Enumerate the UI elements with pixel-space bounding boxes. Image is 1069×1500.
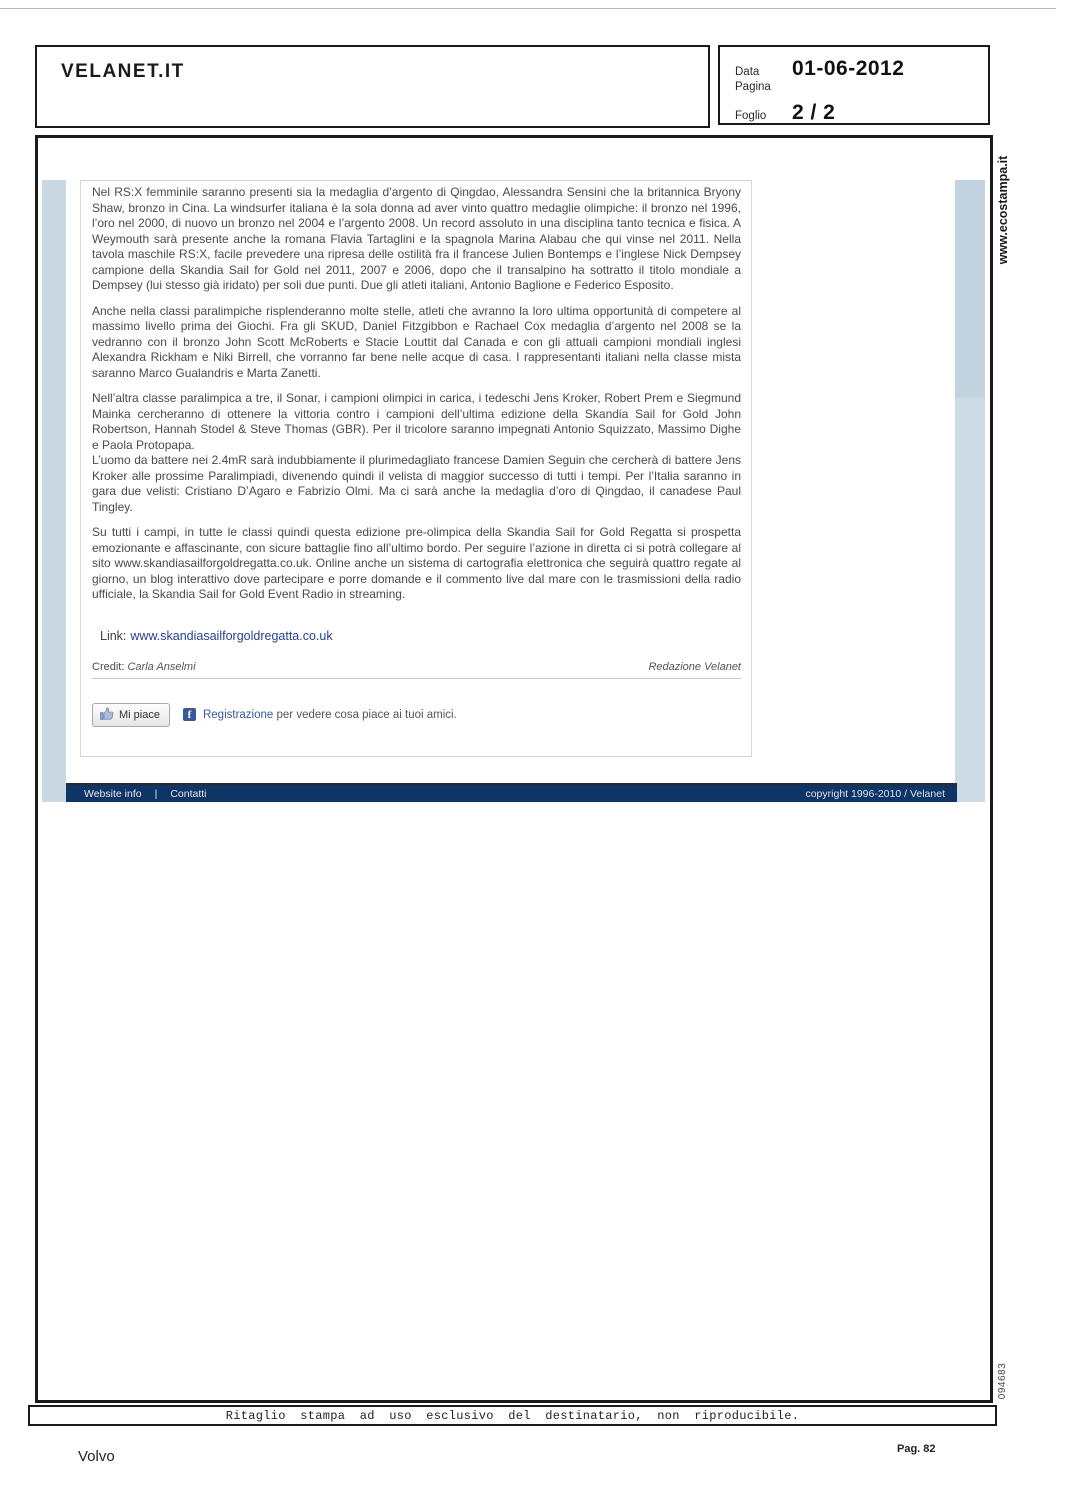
foglio-value: 2 / 2 (792, 101, 836, 124)
article-paragraph: Nell’altra classe paralimpica a tre, il Sonar, i campioni olimpici in carica, i tedeschi Jens Kroker, Robert Prem e Siegmund Mainka cercheranno di ottenere la vittoria contro i campioni dell’ultima edizione della Skandia Sail for Gold John Robertson, Hannah Stodel & Steve Thomas (GBR). Per il tricolore saranno impegnati Antonio Squizzato, Massimo Dighe e Paola Protopapa. (92, 391, 741, 452)
facebook-like-button[interactable] (92, 703, 170, 727)
clip-number: 094683 (997, 1362, 1008, 1400)
webpage-right-margin (955, 180, 985, 802)
pagina-label: Pagina (735, 81, 771, 93)
article-body (80, 180, 752, 757)
data-value: 01-06-2012 (792, 57, 905, 80)
footer-links (66, 788, 207, 800)
link-label: Link: (100, 628, 127, 643)
ecostampa-watermark: www.ecostampa.it (996, 155, 1010, 265)
client-brand: Volvo (78, 1448, 115, 1465)
scan-top-line (0, 8, 1056, 9)
facebook-register-tail: per vedere cosa piace ai tuoi amici. (276, 708, 457, 721)
like-button-label: Mi piace (119, 708, 160, 721)
credit-left (92, 661, 196, 673)
foglio-label: Foglio (735, 110, 767, 122)
meta-row-pagina (735, 81, 792, 93)
footer-copyright: copyright 1996-2010 / Velanet (805, 787, 945, 800)
credit-label: Credit: (92, 660, 125, 673)
meta-row-foglio (735, 101, 835, 125)
facebook-icon: f (183, 708, 196, 721)
meta-box (718, 45, 990, 125)
footer-separator: | (154, 787, 158, 800)
meta-row-data (735, 57, 904, 81)
link-row (92, 629, 741, 643)
footer-link-website-info[interactable]: Website info (84, 787, 142, 800)
credit-editor: Redazione Velanet (648, 660, 741, 673)
website-footer-bar (66, 783, 957, 802)
article-paragraph: L’uomo da battere nei 2.4mR sarà indubbiamente il plurimedagliato francese Damien Seguin che cercherà di battere Jens Kroker alle prossime Paralimpiadi, divenendo quindi il velista di maggior successo di tutti i tempi. Per l’Italia saranno in gara due velisti: Cristiano D’Agaro e Fabrizio Olmi. Ma ci sarà anche la medaglia d’oro di Qingdao, il canadese Paul Tingley. (92, 453, 741, 514)
regatta-link[interactable]: www.skandiasailforgoldregatta.co.uk (130, 628, 333, 643)
source-box (35, 45, 710, 128)
thumb-up-icon (100, 707, 114, 723)
clipping-frame (35, 135, 993, 1403)
data-label: Data (735, 66, 760, 78)
page-number: Pag. 82 (897, 1443, 936, 1455)
facebook-row (92, 703, 741, 727)
facebook-register-link[interactable]: Registrazione (202, 708, 274, 721)
article-paragraph: Su tutti i campi, in tutte le classi quindi questa edizione pre-olimpica della Skandia Sail for Gold Regatta si prospetta emozionante e affascinante, con sicure battaglie fino all’ultimo bordo. Per seguire l’azione in diretta ci si potrà collegare al sito www.skandiasailforgoldregatta.co.uk. Online anche un sistema di cartografia elettronica che seguirà quattro regate al giorno, un blog interattivo dove partecipare e porre domande e il commento live dal mare con le trasmissioni della radio ufficiale, la Skandia Sail for Gold Event Radio in streaming. (92, 525, 741, 601)
ritaglio-disclaimer: Ritaglio stampa ad uso esclusivo del destinatario, non riproducibile. (28, 1405, 997, 1426)
source-title: VELANET.IT (61, 61, 185, 82)
footer-link-contatti[interactable]: Contatti (170, 787, 207, 800)
article-paragraph: Anche nella classi paralimpiche risplenderanno molte stelle, atleti che avranno la loro ultima opportunità di competere al massimo livello prima dei Giochi. Fra gli SKUD, Daniel Fitzgibbon e Rachael Cox medaglia d’argento nel 2008 se la vedranno con il bronzo John Scott McRoberts e Stacie Louttit dal Canada e con gli attuali campioni mondiali inglesi Alexandra Rickham e Niki Birrell, che vorranno far bene nelle acque di casa. I rappresentanti italiani nella classe mista saranno Marco Gualandris e Marta Zanetti. (92, 303, 741, 380)
credit-author: Carla Anselmi (127, 660, 196, 673)
credit-row (92, 661, 741, 679)
webpage-left-margin (42, 180, 66, 802)
article-paragraph: Nel RS:X femminile saranno presenti sia la medaglia d’argento di Qingdao, Alessandra Sensini che la britannica Bryony Shaw, bronzo in Cina. La windsurfer italiana è la sola donna ad aver vinto quattro medaglie olimpiche: il bronzo nel 1996, l’oro nel 2000, di nuovo un bronzo nel 2004 e l’argento 2008. Un record assoluto in una disciplina tanto tecnica e fisica. A Weymouth sarà presente anche la romana Flavia Tartaglini e la spagnola Marina Alabau che qui vinse nel 2011. Nella tavola maschile RS:X, facile prevedere una ripresa delle ostilità fra il francese Julien Bontemps e l’inglese Nick Dempsey campione della Skandia Sail for Gold nel 2011, 2007 e 2006, dopo che il transalpino ha sottratto il titolo mondiale a Dempsey (lui stesso già iridato) per soli due punti. Due gli atleti italiani, Antonio Baglione e Federico Esposito. (92, 185, 741, 292)
facebook-register-text (203, 709, 457, 721)
